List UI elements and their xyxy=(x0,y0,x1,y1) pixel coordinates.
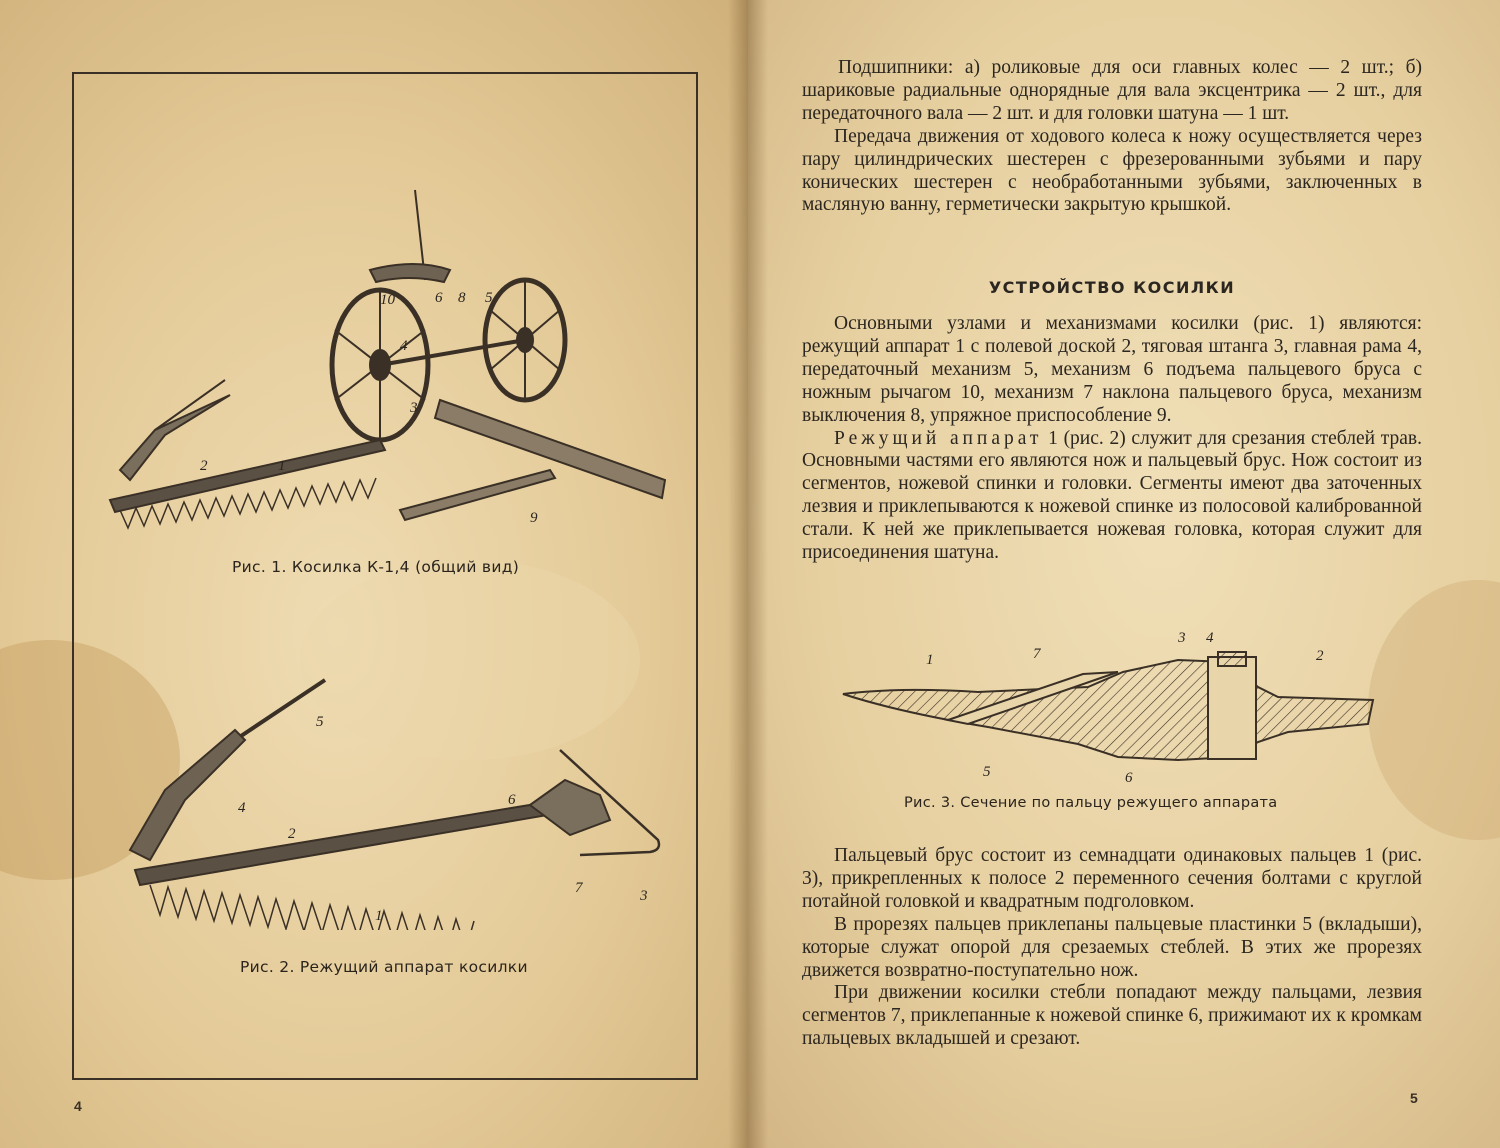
page-number-left: 4 xyxy=(74,1098,82,1114)
figure-2-caption: Рис. 2. Режущий аппарат косилки xyxy=(240,958,528,976)
fig1-label-6: 6 xyxy=(435,290,443,306)
fig1-label-10: 10 xyxy=(380,292,395,308)
paragraph-cutting-rest: 1 (рис. 2) служит для срезания стеблей трав. Основными частями его являются нож и пальцевый брус. Нож состоит из сегментов, ножевой спинки и головки. Сегменты имеют два заточенных лезвия и приклепываются к ножевой спинке из полосовой калиброванной стали. К ней же приклепывается ножевая головка, которая служит для присоединения шатуна. xyxy=(802,427,1422,564)
fig2-label-2: 2 xyxy=(288,826,296,842)
fig1-label-3: 3 xyxy=(410,400,418,416)
figure-3-caption: Рис. 3. Сечение по пальцу режущего аппарата xyxy=(904,795,1278,811)
fig2-label-5: 5 xyxy=(316,714,324,730)
text-block-top xyxy=(802,57,1422,217)
paragraph-transmission: Передача движения от ходового колеса к ножу осуществляется через пару цилиндрических шестерен с фрезерованными зубьями и пару конических шестерен с необработанными зубьями, заключенных в масляную ванну, герметически закрытую крышкой. xyxy=(802,125,1422,216)
paragraph-cutting-action: При движении косилки стебли попадают между пальцами, лезвия сегментов 7, приклепанные к ножевой спинке 6, прижимают их к кромкам пальцевых вкладышей и срезают. xyxy=(802,982,1422,1050)
fig1-label-9: 9 xyxy=(530,510,538,526)
left-page xyxy=(0,0,748,1148)
book-gutter xyxy=(728,0,768,1148)
fig3-label-6: 6 xyxy=(1125,770,1133,786)
paragraph-finger-bar: Пальцевый брус состоит из семнадцати одинаковых пальцев 1 (рис. 3), прикрепленных к полосе 2 переменного сечения болтами с круглой потайной головкой и квадратным подголовком. xyxy=(802,845,1422,912)
fig3-label-1: 1 xyxy=(926,652,934,668)
fig1-label-1: 1 xyxy=(278,458,286,474)
mower-drawing xyxy=(80,180,700,540)
text-block-middle xyxy=(802,313,1422,565)
paragraph-cutting-apparatus xyxy=(802,428,1422,565)
fig1-label-4: 4 xyxy=(400,338,408,354)
spaced-term: Режущий аппарат xyxy=(834,427,1043,449)
fig2-label-4: 4 xyxy=(238,800,246,816)
fig3-label-7: 7 xyxy=(1033,646,1041,662)
paragraph-main-units: Основными узлами и механизмами косилки (рис. 1) являются: режущий аппарат 1 с полевой доской 2, тяговая штанга 3, главная рама 4, передаточный механизм 5, механизм 6 подъема пальцевого бруса с ножным рычагом 10, механизм 7 наклона пальцевого бруса, механизм выключения 8, упряжное приспособление 9. xyxy=(802,313,1422,426)
cutter-drawing xyxy=(110,670,670,930)
fig2-label-7: 7 xyxy=(575,880,583,896)
fig2-label-3: 3 xyxy=(640,888,648,904)
fig1-label-2: 2 xyxy=(200,458,208,474)
fig1-label-8: 8 xyxy=(458,290,466,306)
fig1-label-5: 5 xyxy=(485,290,493,306)
text-block-bottom xyxy=(802,845,1422,1051)
paragraph-finger-plates: В прорезях пальцев приклепаны пальцевые пластинки 5 (вкладыши), которые служат опорой для срезаемых стеблей. В этих же прорезях движется возвратно-поступательно нож. xyxy=(802,913,1422,981)
section-drawing xyxy=(838,632,1398,792)
fig3-label-5: 5 xyxy=(983,764,991,780)
fig3-label-2: 2 xyxy=(1316,648,1324,664)
paragraph-bearings: Подшипники: а) роликовые для оси главных колес — 2 шт.; б) шариковые радиальные однорядные для вала эксцентрика — 2 шт., для передаточного вала — 2 шт. и для головки шатуна — 1 шт. xyxy=(802,57,1422,124)
fig3-label-3: 3 xyxy=(1178,632,1186,646)
fig2-label-1: 1 xyxy=(375,908,383,924)
figure-1-caption: Рис. 1. Косилка К-1,4 (общий вид) xyxy=(232,558,520,576)
section-heading: УСТРОЙСТВО КОСИЛКИ xyxy=(988,278,1236,297)
fig3-label-4: 4 xyxy=(1206,632,1214,646)
fig2-label-6: 6 xyxy=(508,792,516,808)
page-number-right: 5 xyxy=(1410,1090,1418,1106)
